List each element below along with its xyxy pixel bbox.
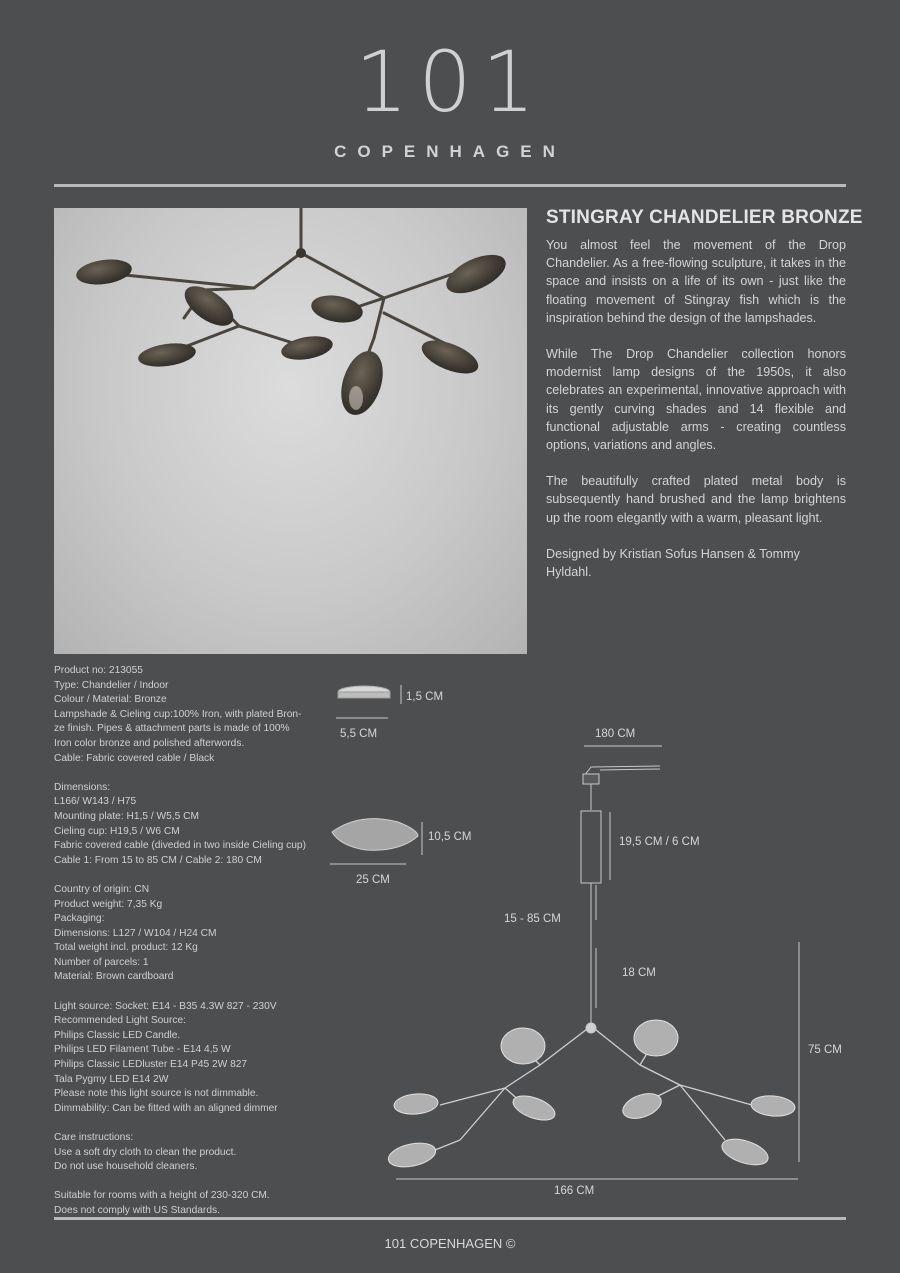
designer-credit: Designed by Kristian Sofus Hansen & Tommy Hyldahl. xyxy=(546,546,800,580)
spec-line: Colour / Material: Bronze xyxy=(54,694,167,706)
brand-logo-city: COPENHAGEN xyxy=(334,142,566,161)
spec-line: Philips Classic LED Candle. xyxy=(54,1029,181,1041)
spec-line: L166/ W143 / H75 xyxy=(54,796,137,808)
spec-line: Philips LED Filament Tube - E14 4,5 W xyxy=(54,1044,231,1056)
spec-line: Use a soft dry cloth to clean the product. xyxy=(54,1146,237,1158)
length-label: 166 CM xyxy=(554,1185,595,1197)
spec-line: Lampshade & Cieling cup:100% Iron, with plated Bron- xyxy=(54,708,302,720)
spec-line: Material: Brown cardboard xyxy=(54,971,174,983)
spec-line: Light source: Socket: E14 - B35 4.3W 827 - 230V xyxy=(54,1000,277,1012)
brand-logo-number: 101 xyxy=(354,33,546,131)
product-title: STINGRAY CHANDELIER BRONZE xyxy=(546,207,863,228)
spec-line: Philips Classic LEDluster E14 P45 2W 827 xyxy=(54,1059,248,1071)
plate-height-label: 1,5 CM xyxy=(406,691,444,703)
spec-line: Type: Chandelier / Indoor xyxy=(54,679,169,691)
description-paragraph: While The Drop Chandelier collection honors modernist lamp designs of the 1950s, it also celebrates an experimental, innovative approach with its gently curving shades and 14 flexible and functional adjustable arms - creating countless options, variations and angles. xyxy=(546,347,846,453)
spec-line: Do not use household cleaners. xyxy=(54,1161,198,1173)
spec-line: Product no: 213055 xyxy=(54,665,143,676)
spec-line: Tala Pygmy LED E14 2W xyxy=(54,1073,169,1085)
spec-line: Number of parcels: 1 xyxy=(54,956,149,968)
spec-line: ze finish. Pipes & attachment parts is made of 100% xyxy=(54,723,290,735)
description-paragraph: The beautifully crafted plated metal body is subsequently hand brushed and the lamp brightens up the room elegantly with a warm, pleasant light. xyxy=(546,474,846,525)
description-paragraph: You almost feel the movement of the Drop Chandelier. As a free-flowing sculpture, it takes in the space and insists on a life of its own - just like the floating movement of Stingray fish which is the inspiration behind the design of the lampshades. xyxy=(546,238,846,325)
footer-copyright: 101 COPENHAGEN © xyxy=(384,1236,516,1251)
shade-width-label: 25 CM xyxy=(356,874,390,886)
cable1-label: 15 - 85 CM xyxy=(504,913,561,925)
spec-line: Please note this light source is not dimmable. xyxy=(54,1088,259,1100)
spec-line: Care instructions: xyxy=(54,1132,134,1143)
bottom-divider xyxy=(54,1217,846,1220)
spec-line: Packaging: xyxy=(54,913,105,925)
plate-width-label: 5,5 CM xyxy=(340,728,378,740)
spec-line: Iron color bronze and polished afterwords. xyxy=(54,737,245,749)
spec-line: Dimensions: L127 / W104 / H24 CM xyxy=(54,927,217,939)
spec-line: Dimensions: xyxy=(54,781,111,793)
spec-line: Suitable for rooms with a height of 230-320 CM. xyxy=(54,1190,270,1202)
spec-line: Mounting plate: H1,5 / W5,5 CM xyxy=(54,810,199,822)
spec-line: Fabric covered cable (diveded in two inside Cieling cup) xyxy=(54,840,306,852)
spec-line: Country of origin: CN xyxy=(54,883,150,895)
ceiling-cup-label: 19,5 CM / 6 CM xyxy=(619,836,700,848)
spec-line: Dimmability: Can be fitted with an aligned dimmer xyxy=(54,1102,278,1114)
spec-line: Cable 1: From 15 to 85 CM / Cable 2: 180 CM xyxy=(54,854,262,866)
spec-line: Recommended Light Source: xyxy=(54,1015,186,1027)
spec-line: Cieling cup: H19,5 / W6 CM xyxy=(54,825,180,837)
spec-line: Does not comply with US Standards. xyxy=(54,1204,220,1216)
shade-height-label: 10,5 CM xyxy=(428,831,472,843)
spec-line: Cable: Fabric covered cable / Black xyxy=(54,752,215,764)
cable2-label: 180 CM xyxy=(595,728,636,740)
stem-label: 18 CM xyxy=(622,967,656,979)
spec-line: Product weight: 7,35 Kg xyxy=(54,898,163,910)
height-label: 75 CM xyxy=(808,1044,842,1056)
spec-line: Total weight incl. product: 12 Kg xyxy=(54,942,198,954)
